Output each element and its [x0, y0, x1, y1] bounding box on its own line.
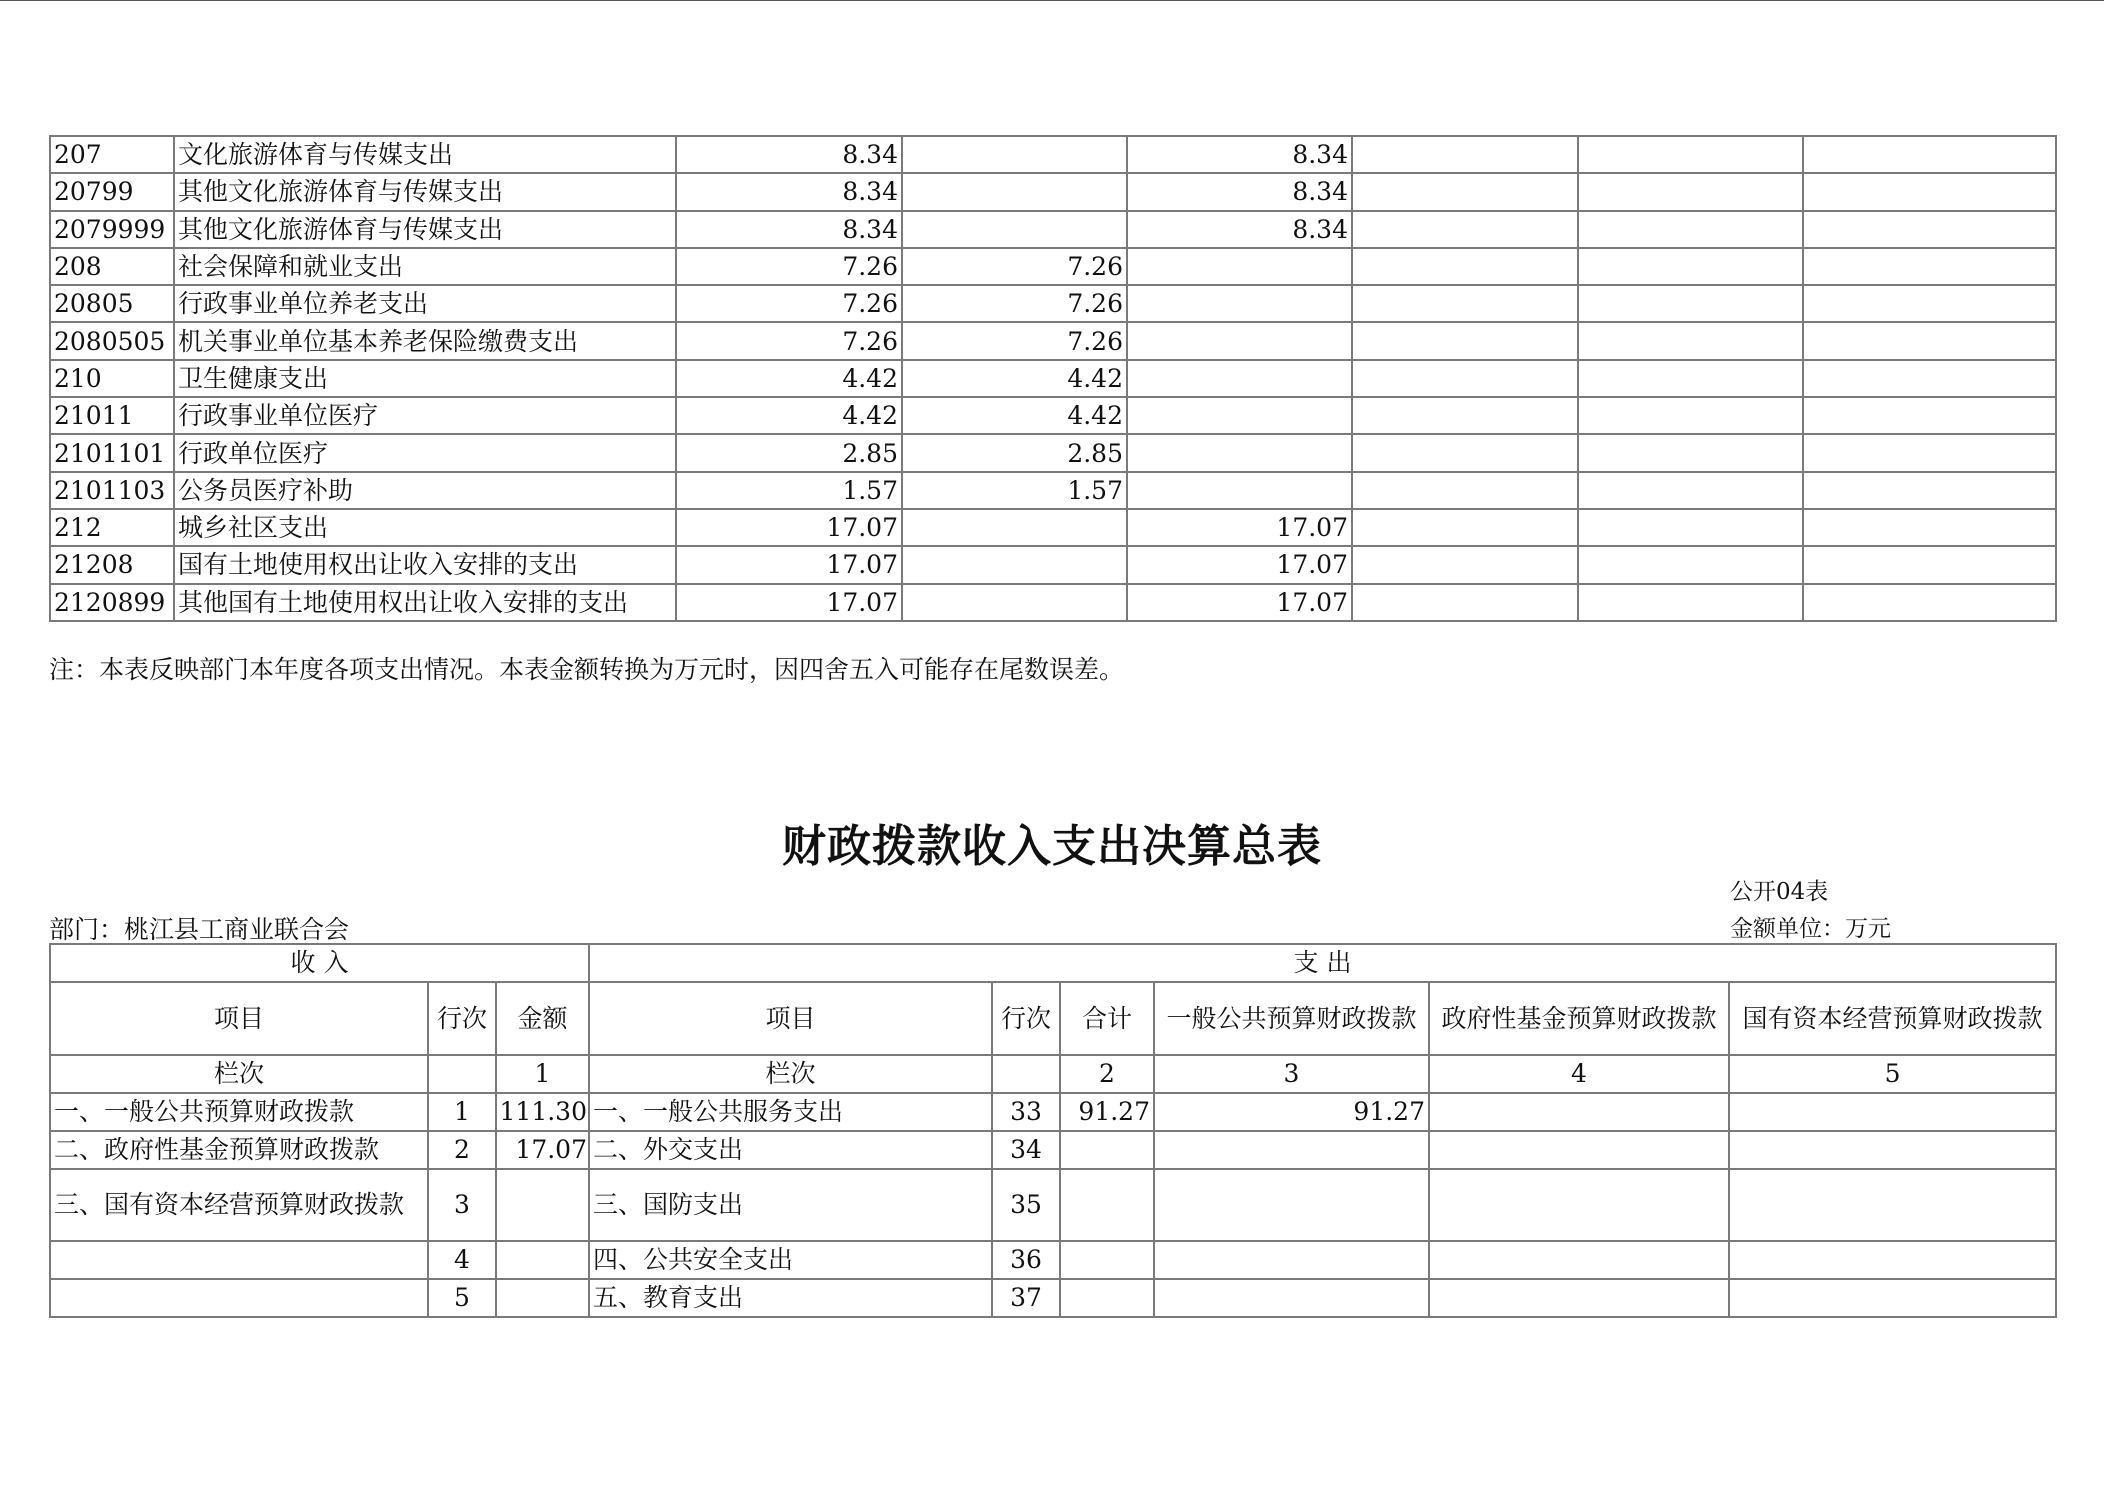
cell-c5: [1578, 285, 1803, 322]
cell-total: 1.57: [676, 472, 902, 509]
cell-project: 8.34: [1127, 173, 1352, 210]
cell-c6: [1803, 397, 2056, 434]
expense-line-header: 行次: [992, 982, 1060, 1055]
cell-general: 91.27: [1154, 1093, 1429, 1131]
form-number: 公开04表: [1730, 879, 1829, 905]
cell-name: 其他文化旅游体育与传媒支出: [174, 211, 676, 248]
cell-project: [1127, 360, 1352, 397]
cell-in-line: 2: [428, 1131, 496, 1169]
amount-unit-label: 金额单位：万元: [1730, 916, 1891, 942]
cell-ex-line: 35: [992, 1169, 1060, 1241]
total-header: 合计: [1060, 982, 1154, 1055]
cell-state-capital: [1729, 1241, 2056, 1279]
cell-total: 8.34: [676, 211, 902, 248]
cell-c6: [1803, 546, 2056, 583]
cell-c5: [1578, 584, 1803, 621]
cell-ex-line: 34: [992, 1131, 1060, 1169]
cell-in-line: 5: [428, 1279, 496, 1317]
table-row: [50, 1169, 2056, 1241]
column-index-row: [50, 1055, 2056, 1093]
cell-project: 8.34: [1127, 211, 1352, 248]
cell-gov-fund: [1429, 1241, 1729, 1279]
cell-code: 2101103: [50, 472, 174, 509]
table-row: [50, 509, 2056, 546]
cell-ex-item: 一、一般公共服务支出: [589, 1093, 992, 1131]
cell-code: 21208: [50, 546, 174, 583]
cell-in-amount: [496, 1169, 589, 1241]
cell-state-capital: [1729, 1169, 2056, 1241]
table-row: [50, 1241, 2056, 1279]
cell-general: [1154, 1131, 1429, 1169]
cell-basic: 7.26: [902, 322, 1127, 359]
table-row: [50, 211, 2056, 248]
cell-state-capital: [1729, 1279, 2056, 1317]
income-item-header: 项目: [50, 982, 428, 1055]
cell-c5: [1578, 211, 1803, 248]
income-line-header: 行次: [428, 982, 496, 1055]
cell-code: 207: [50, 136, 174, 173]
cell-total: 8.34: [676, 136, 902, 173]
cell-total: 7.26: [676, 322, 902, 359]
cell-c5: [1578, 173, 1803, 210]
col-index-5: 5: [1729, 1055, 2056, 1093]
cell-c4: [1352, 211, 1578, 248]
cell-ex-line: 36: [992, 1241, 1060, 1279]
col-index-3: 3: [1154, 1055, 1429, 1093]
cell-c6: [1803, 584, 2056, 621]
cell-code: 20805: [50, 285, 174, 322]
cell-c4: [1352, 360, 1578, 397]
table-row: [50, 1093, 2056, 1131]
cell-project: 17.07: [1127, 509, 1352, 546]
cell-c6: [1803, 360, 2056, 397]
header-row-sections: [50, 944, 2056, 982]
cell-c5: [1578, 546, 1803, 583]
cell-ex-item: 五、教育支出: [589, 1279, 992, 1317]
cell-name: 行政单位医疗: [174, 434, 676, 471]
table-row: [50, 1131, 2056, 1169]
cell-basic: [902, 546, 1127, 583]
cell-in-item: [50, 1241, 428, 1279]
cell-c5: [1578, 472, 1803, 509]
cell-project: [1127, 248, 1352, 285]
cell-in-line: 1: [428, 1093, 496, 1131]
table-row: [50, 397, 2056, 434]
table-row: [50, 1279, 2056, 1317]
cell-total: 4.42: [676, 360, 902, 397]
cell-code: 20799: [50, 173, 174, 210]
cell-c5: [1578, 434, 1803, 471]
col-index-4: 4: [1429, 1055, 1729, 1093]
table-note: 注：本表反映部门本年度各项支出情况。本表金额转换为万元时，因四舍五入可能存在尾数误差。: [49, 655, 1125, 684]
cell-in-item: 二、政府性基金预算财政拨款: [50, 1131, 428, 1169]
cell-ex-item: 三、国防支出: [589, 1169, 992, 1241]
cell-general: [1154, 1241, 1429, 1279]
cell-c6: [1803, 322, 2056, 359]
cell-in-item: 一、一般公共预算财政拨款: [50, 1093, 428, 1131]
cell-name: 其他文化旅游体育与传媒支出: [174, 173, 676, 210]
cell-basic: 1.57: [902, 472, 1127, 509]
cell-total: 2.85: [676, 434, 902, 471]
cell-in-line: 4: [428, 1241, 496, 1279]
cell-in-amount: [496, 1241, 589, 1279]
cell-basic: [902, 173, 1127, 210]
cell-total: [1060, 1169, 1154, 1241]
cell-total: 17.07: [676, 546, 902, 583]
cell-basic: 7.26: [902, 285, 1127, 322]
cell-c4: [1352, 509, 1578, 546]
gov-fund-header: 政府性基金预算财政拨款: [1429, 982, 1729, 1055]
cell-total: [1060, 1279, 1154, 1317]
cell-basic: 2.85: [902, 434, 1127, 471]
cell-project: 17.07: [1127, 546, 1352, 583]
cell-c5: [1578, 248, 1803, 285]
cell-gov-fund: [1429, 1131, 1729, 1169]
table-row: [50, 434, 2056, 471]
cell-name: 社会保障和就业支出: [174, 248, 676, 285]
cell-c6: [1803, 248, 2056, 285]
cell-c4: [1352, 472, 1578, 509]
cell-total: 17.07: [676, 509, 902, 546]
cell-c6: [1803, 434, 2056, 471]
cell-name: 公务员医疗补助: [174, 472, 676, 509]
table-row: [50, 173, 2056, 210]
cell-name: 机关事业单位基本养老保险缴费支出: [174, 322, 676, 359]
col-index-2: 2: [1060, 1055, 1154, 1093]
cell-c6: [1803, 136, 2056, 173]
cell-c4: [1352, 322, 1578, 359]
table-row: [50, 472, 2056, 509]
cell-name: 城乡社区支出: [174, 509, 676, 546]
cell-code: 21011: [50, 397, 174, 434]
cell-c4: [1352, 285, 1578, 322]
cell-code: 2101101: [50, 434, 174, 471]
cell-gov-fund: [1429, 1279, 1729, 1317]
cell-c6: [1803, 173, 2056, 210]
col-label-income: 栏次: [50, 1055, 428, 1093]
summary-table: [49, 943, 2057, 1318]
table-row: [50, 546, 2056, 583]
cell-code: 210: [50, 360, 174, 397]
cell-general: [1154, 1169, 1429, 1241]
cell-basic: [902, 136, 1127, 173]
cell-c4: [1352, 434, 1578, 471]
cell-basic: 7.26: [902, 248, 1127, 285]
cell-project: [1127, 322, 1352, 359]
cell-name: 国有土地使用权出让收入安排的支出: [174, 546, 676, 583]
cell-project: [1127, 472, 1352, 509]
cell-name: 其他国有土地使用权出让收入安排的支出: [174, 584, 676, 621]
cell-c5: [1578, 360, 1803, 397]
cell-basic: [902, 509, 1127, 546]
cell-c5: [1578, 136, 1803, 173]
cell-basic: 4.42: [902, 397, 1127, 434]
cell-gov-fund: [1429, 1169, 1729, 1241]
cell-code: 2120899: [50, 584, 174, 621]
cell-project: [1127, 397, 1352, 434]
cell-c4: [1352, 173, 1578, 210]
page-top-edge: [0, 0, 2104, 1]
cell-basic: [902, 211, 1127, 248]
col-label-expense: 栏次: [589, 1055, 992, 1093]
cell-name: 文化旅游体育与传媒支出: [174, 136, 676, 173]
expense-header: 支 出: [589, 944, 2056, 982]
cell-c6: [1803, 509, 2056, 546]
cell-c4: [1352, 397, 1578, 434]
state-capital-header: 国有资本经营预算财政拨款: [1729, 982, 2056, 1055]
cell-gov-fund: [1429, 1093, 1729, 1131]
cell-project: 8.34: [1127, 136, 1352, 173]
table-row: [50, 584, 2056, 621]
cell-state-capital: [1729, 1131, 2056, 1169]
cell-total: [1060, 1241, 1154, 1279]
cell-total: 91.27: [1060, 1093, 1154, 1131]
cell-in-item: 三、国有资本经营预算财政拨款: [50, 1169, 428, 1241]
cell-c5: [1578, 509, 1803, 546]
cell-in-amount: [496, 1279, 589, 1317]
cell-in-amount: 111.30: [496, 1093, 589, 1131]
income-header: 收 入: [50, 944, 589, 982]
department-label: 部门：桃江县工商业联合会: [49, 915, 350, 944]
cell-name: 行政事业单位医疗: [174, 397, 676, 434]
cell-project: [1127, 285, 1352, 322]
cell-total: 4.42: [676, 397, 902, 434]
cell-general: [1154, 1279, 1429, 1317]
cell-ex-line: 37: [992, 1279, 1060, 1317]
cell-name: 卫生健康支出: [174, 360, 676, 397]
cell-ex-item: 四、公共安全支出: [589, 1241, 992, 1279]
cell-basic: [902, 584, 1127, 621]
cell-code: 2080505: [50, 322, 174, 359]
col-index-1: 1: [496, 1055, 589, 1093]
expense-item-header: 项目: [589, 982, 992, 1055]
cell-in-amount: 17.07: [496, 1131, 589, 1169]
table-row: [50, 360, 2056, 397]
header-row-columns: [50, 982, 2056, 1055]
expenditure-detail-table: [49, 135, 2057, 622]
page-title: 财政拨款收入支出决算总表: [782, 821, 1322, 872]
cell-basic: 4.42: [902, 360, 1127, 397]
cell-c6: [1803, 285, 2056, 322]
cell-in-item: [50, 1279, 428, 1317]
cell-c4: [1352, 546, 1578, 583]
cell-in-line: 3: [428, 1169, 496, 1241]
cell-c4: [1352, 248, 1578, 285]
cell-ex-line: 33: [992, 1093, 1060, 1131]
table-row: [50, 248, 2056, 285]
cell-code: 208: [50, 248, 174, 285]
cell-code: 212: [50, 509, 174, 546]
cell-total: 7.26: [676, 248, 902, 285]
cell-c4: [1352, 136, 1578, 173]
cell-c5: [1578, 397, 1803, 434]
table-row: [50, 322, 2056, 359]
cell-total: 17.07: [676, 584, 902, 621]
cell-code: 2079999: [50, 211, 174, 248]
table-row: [50, 285, 2056, 322]
cell-project: 17.07: [1127, 584, 1352, 621]
cell-c6: [1803, 472, 2056, 509]
cell-total: [1060, 1131, 1154, 1169]
cell-name: 行政事业单位养老支出: [174, 285, 676, 322]
cell-ex-item: 二、外交支出: [589, 1131, 992, 1169]
cell-c6: [1803, 211, 2056, 248]
cell-c4: [1352, 584, 1578, 621]
general-budget-header: 一般公共预算财政拨款: [1154, 982, 1429, 1055]
cell-total: 8.34: [676, 173, 902, 210]
cell-project: [1127, 434, 1352, 471]
income-amount-header: 金额: [496, 982, 589, 1055]
cell-total: 7.26: [676, 285, 902, 322]
table-row: [50, 136, 2056, 173]
cell-state-capital: [1729, 1093, 2056, 1131]
cell-c5: [1578, 322, 1803, 359]
